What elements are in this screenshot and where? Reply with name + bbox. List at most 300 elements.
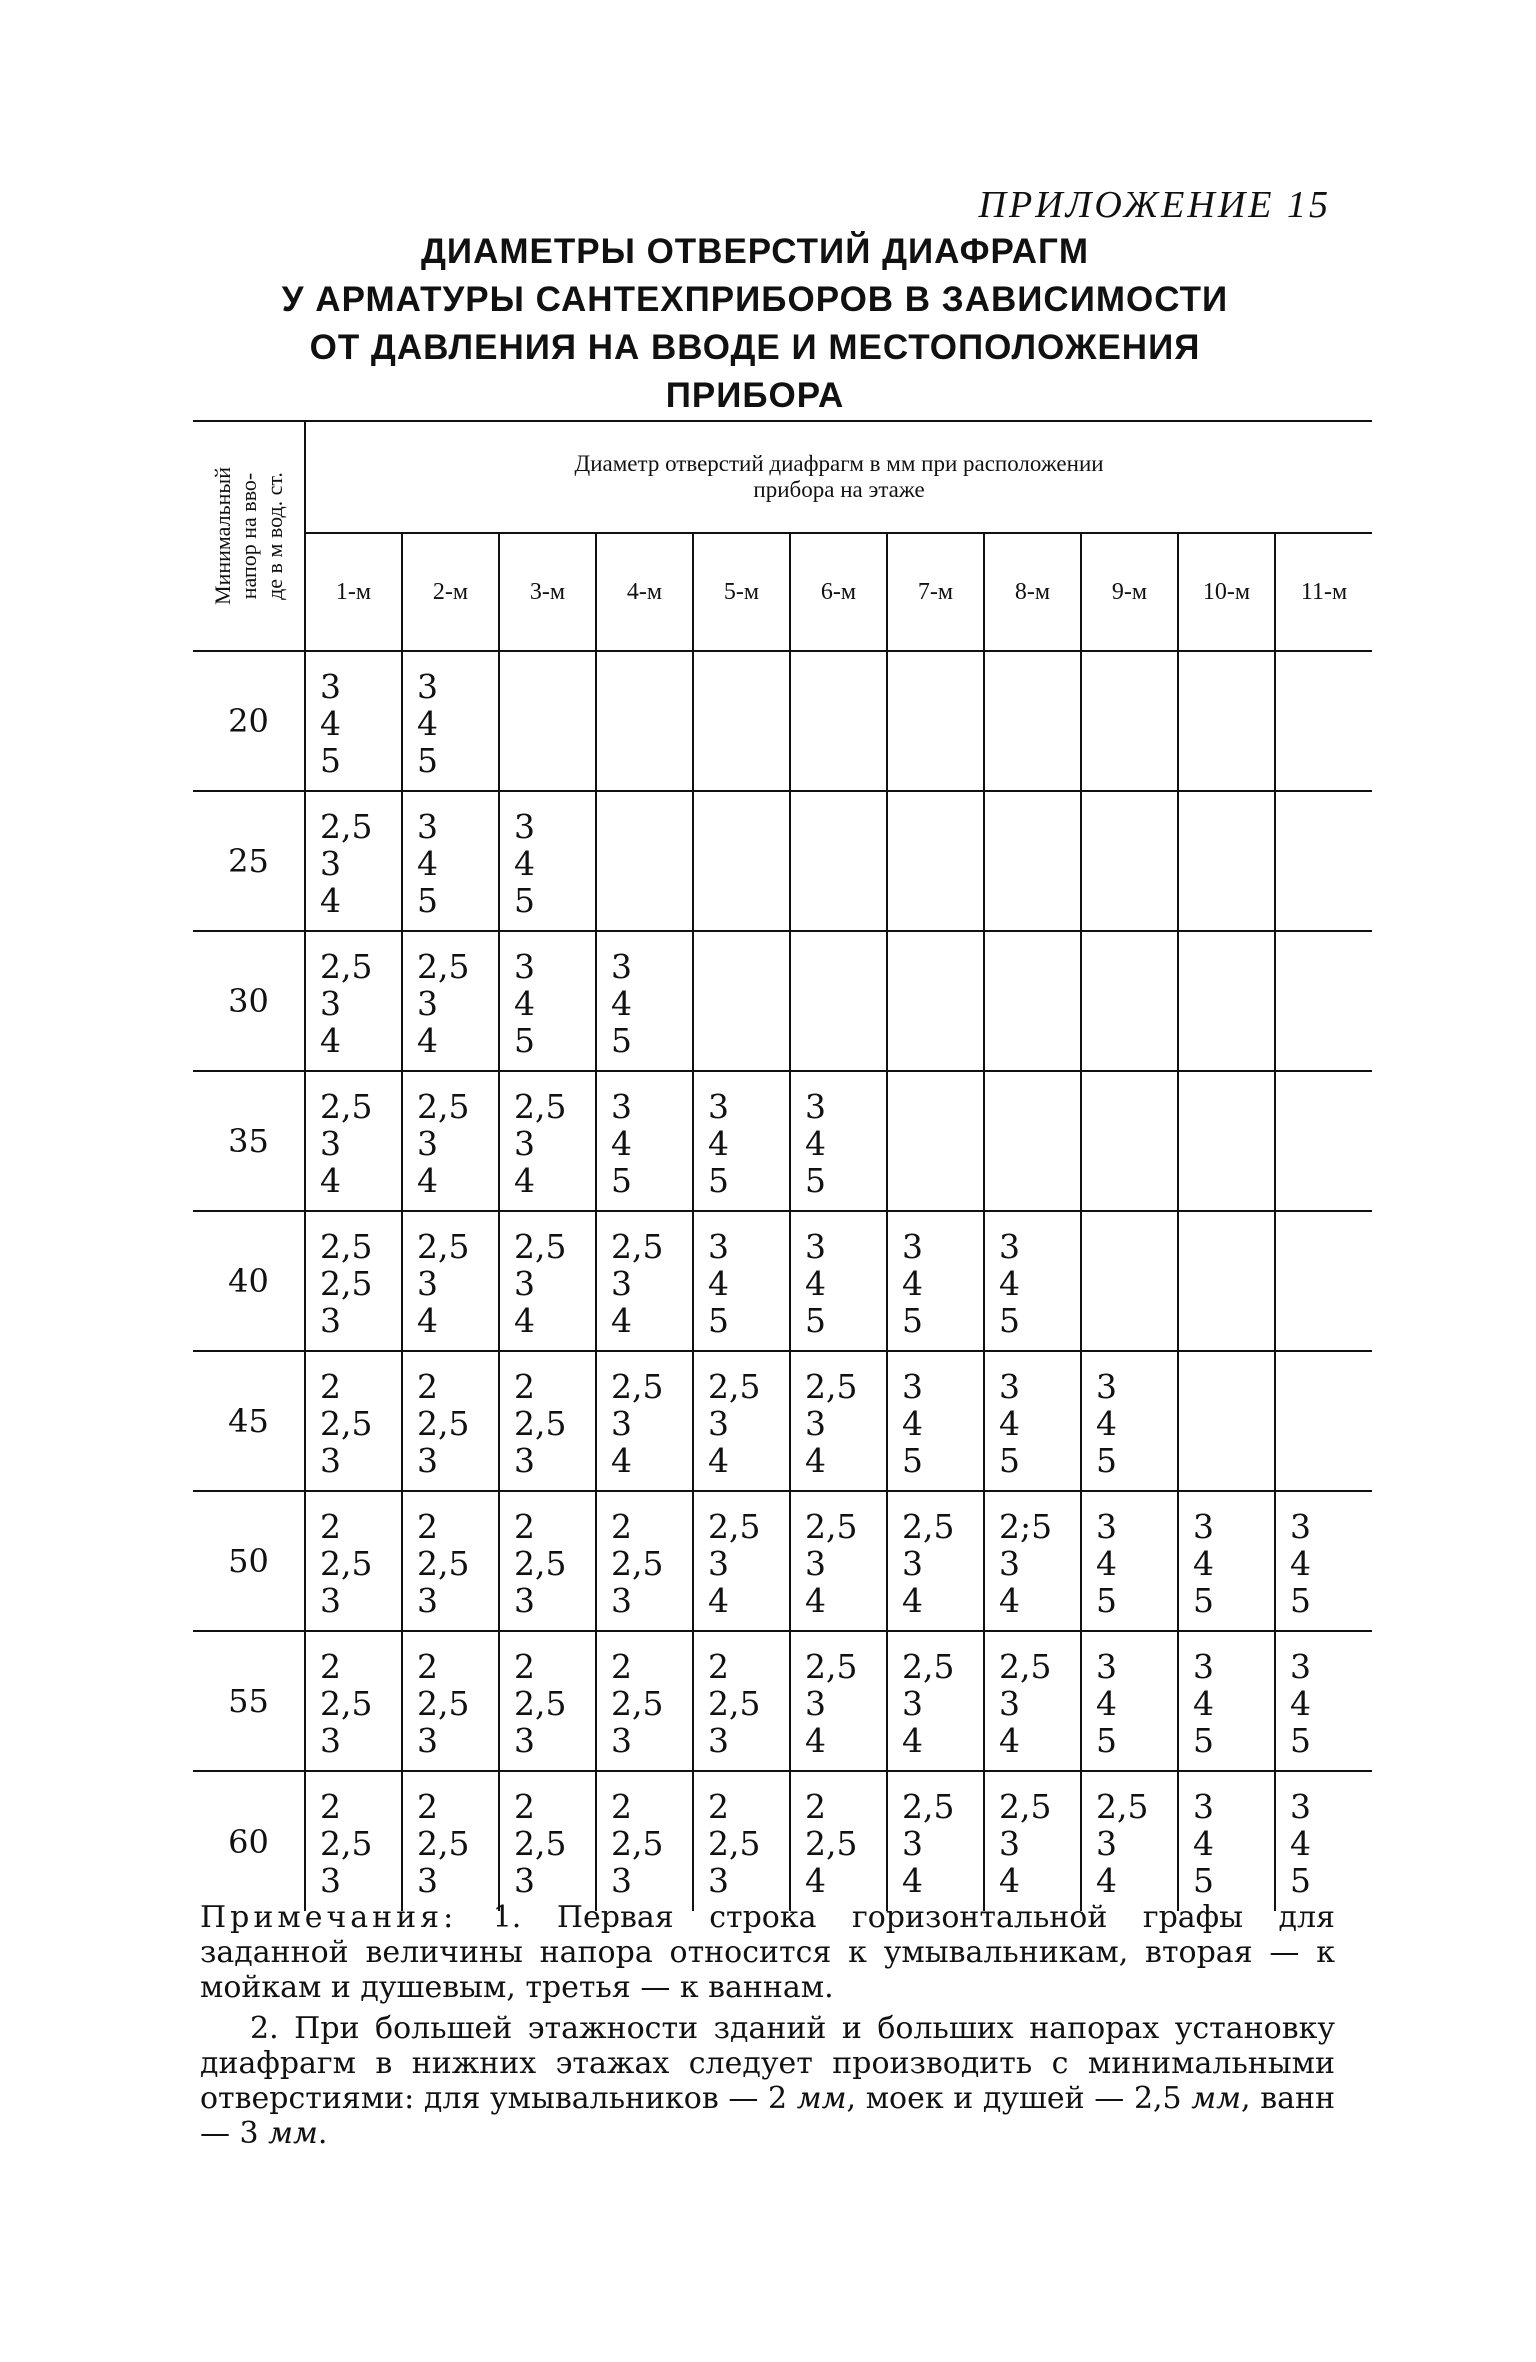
diameter-cell bbox=[1178, 1771, 1275, 1911]
diameter-value: 2,5 bbox=[805, 1507, 858, 1546]
diameter-cell bbox=[1275, 1211, 1372, 1351]
floor-header-row bbox=[193, 533, 1372, 651]
diameter-value: 5 bbox=[999, 1301, 1020, 1340]
diameter-value: 2,5 bbox=[514, 1824, 567, 1863]
diameter-value: 3 bbox=[902, 1824, 923, 1863]
diameter-value: 3 bbox=[514, 947, 535, 986]
floor-header-7: 7-м bbox=[887, 533, 984, 651]
diameter-value: 3 bbox=[999, 1367, 1020, 1406]
diameter-value: 3 bbox=[611, 947, 632, 986]
diameter-cell bbox=[402, 1071, 499, 1211]
diameter-value: 2 bbox=[320, 1647, 341, 1686]
diameter-value: 3 bbox=[611, 1264, 632, 1303]
diameter-value: 2,5 bbox=[708, 1507, 761, 1546]
diameter-value: 5 bbox=[1290, 1721, 1311, 1760]
diameter-value: 2;5 bbox=[999, 1507, 1053, 1546]
title-line: У АРМАТУРЫ САНТЕХПРИБОРОВ В ЗАВИСИМОСТИ bbox=[281, 280, 1229, 319]
diameter-value: 4 bbox=[1096, 1684, 1117, 1723]
diameter-cell bbox=[790, 1631, 887, 1771]
diameter-value: 3 bbox=[417, 984, 438, 1023]
diameter-value: 2 bbox=[611, 1787, 632, 1826]
diameter-value: 3 bbox=[902, 1684, 923, 1723]
diameter-cell bbox=[790, 1771, 887, 1911]
diameter-value: 3 bbox=[417, 1721, 438, 1760]
diameter-value: 3 bbox=[514, 1581, 535, 1620]
diameter-cell bbox=[499, 1351, 596, 1491]
diameter-value: 2 bbox=[320, 1367, 341, 1406]
diameter-value: 2,5 bbox=[417, 1684, 470, 1723]
pressure-value: 60 bbox=[193, 1771, 305, 1911]
diameter-cell bbox=[1178, 791, 1275, 931]
diameter-value: 3 bbox=[999, 1227, 1020, 1266]
diameter-value: 3 bbox=[805, 1544, 826, 1583]
pressure-column-header bbox=[193, 421, 305, 651]
diameter-cell bbox=[1178, 1631, 1275, 1771]
diameter-value: 3 bbox=[1096, 1367, 1117, 1406]
diameter-cell bbox=[596, 791, 693, 931]
diameter-value: 3 bbox=[1193, 1787, 1214, 1826]
diameter-value: 2,5 bbox=[417, 1404, 470, 1443]
diameter-value: 3 bbox=[902, 1367, 923, 1406]
diameter-cell bbox=[693, 1771, 790, 1911]
diameter-value: 2,5 bbox=[417, 947, 470, 986]
diameter-cell bbox=[984, 791, 1081, 931]
diameter-value: 4 bbox=[708, 1441, 729, 1480]
diameter-value: 2,5 bbox=[708, 1824, 761, 1863]
diameter-cell bbox=[1081, 1631, 1178, 1771]
diameter-value: 4 bbox=[805, 1124, 826, 1163]
diameter-cell bbox=[499, 791, 596, 931]
diameter-cell bbox=[1081, 651, 1178, 791]
corner-line: Минимальный bbox=[209, 467, 235, 605]
diameter-value: 3 bbox=[611, 1087, 632, 1126]
diameter-value: 4 bbox=[611, 1124, 632, 1163]
diameter-value: 4 bbox=[1290, 1824, 1311, 1863]
floor-header-5: 5-м bbox=[693, 533, 790, 651]
diameter-cell bbox=[790, 791, 887, 931]
table-row bbox=[193, 1631, 1372, 1771]
diameter-value: 2 bbox=[611, 1647, 632, 1686]
diameter-cell bbox=[1178, 1071, 1275, 1211]
diameter-value: 3 bbox=[514, 1861, 535, 1900]
floor-header-11: 11-м bbox=[1275, 533, 1372, 651]
diameter-value: 3 bbox=[320, 844, 341, 883]
diameter-value: 3 bbox=[1290, 1507, 1311, 1546]
diameter-cell bbox=[984, 1211, 1081, 1351]
diameter-cell bbox=[887, 1071, 984, 1211]
diameter-value: 2,5 bbox=[514, 1087, 567, 1126]
diameter-cell bbox=[402, 1491, 499, 1631]
diameter-cell bbox=[1081, 1211, 1178, 1351]
diameter-value: 3 bbox=[611, 1861, 632, 1900]
diameter-value: 2,5 bbox=[417, 1544, 470, 1583]
diameter-cell bbox=[1081, 1771, 1178, 1911]
corner-line: напор на вво- bbox=[235, 472, 261, 600]
diameter-value: 2,5 bbox=[320, 1404, 373, 1443]
diameter-cell bbox=[984, 1351, 1081, 1491]
diameter-cell bbox=[305, 931, 402, 1071]
note-2-text-a: 2. При большей этажности зданий и больших напорах установку диафрагм в нижних этажах следует производить с минимальными отверстиями: для умывальников — 2 bbox=[200, 2011, 1335, 2116]
diameter-value: 3 bbox=[320, 1721, 341, 1760]
diameter-value: 4 bbox=[611, 1301, 632, 1340]
diameter-value: 4 bbox=[611, 984, 632, 1023]
diameter-cell bbox=[693, 1071, 790, 1211]
diameter-value: 2 bbox=[514, 1647, 535, 1686]
diameter-value: 4 bbox=[999, 1404, 1020, 1443]
diameter-cell bbox=[790, 1491, 887, 1631]
note-2-end: . bbox=[317, 2116, 328, 2151]
diameter-value: 2 bbox=[417, 1787, 438, 1826]
diameter-value: 4 bbox=[320, 1021, 341, 1060]
diameter-value: 4 bbox=[902, 1264, 923, 1303]
pressure-value: 50 bbox=[193, 1491, 305, 1631]
table-row bbox=[193, 1211, 1372, 1351]
diameter-value: 3 bbox=[805, 1227, 826, 1266]
table-body bbox=[193, 651, 1372, 1911]
diameter-value: 3 bbox=[1193, 1647, 1214, 1686]
diameter-cell bbox=[596, 931, 693, 1071]
diameter-cell bbox=[693, 1491, 790, 1631]
table-row bbox=[193, 791, 1372, 931]
group-line: Диаметр отверстий диафрагм в мм при расположении bbox=[574, 451, 1104, 476]
diameter-value: 5 bbox=[1193, 1861, 1214, 1900]
diameter-cell bbox=[499, 1771, 596, 1911]
diameter-cell bbox=[402, 651, 499, 791]
diameter-value: 3 bbox=[999, 1824, 1020, 1863]
diameter-cell bbox=[790, 1211, 887, 1351]
diameter-cell bbox=[1178, 1211, 1275, 1351]
diameter-value: 4 bbox=[902, 1721, 923, 1760]
diameter-value: 3 bbox=[320, 1301, 341, 1340]
diameter-value: 3 bbox=[805, 1087, 826, 1126]
diameter-cell bbox=[887, 1491, 984, 1631]
diameter-value: 3 bbox=[708, 1861, 729, 1900]
diameter-value: 3 bbox=[805, 1684, 826, 1723]
diameter-cell bbox=[1081, 1491, 1178, 1631]
diameter-value: 3 bbox=[611, 1721, 632, 1760]
diameter-value: 3 bbox=[417, 1264, 438, 1303]
diameter-cell bbox=[499, 1071, 596, 1211]
diameter-cell bbox=[499, 1491, 596, 1631]
diameter-value: 2,5 bbox=[611, 1227, 664, 1266]
diameter-cell bbox=[402, 1771, 499, 1911]
diameter-value: 4 bbox=[999, 1581, 1020, 1620]
diameter-value: 2,5 bbox=[514, 1684, 567, 1723]
diameter-value: 2,5 bbox=[805, 1367, 858, 1406]
diameter-value: 2 bbox=[320, 1787, 341, 1826]
diameter-value: 3 bbox=[999, 1684, 1020, 1723]
diameter-value: 2,5 bbox=[999, 1787, 1052, 1826]
diameter-value: 3 bbox=[611, 1581, 632, 1620]
diameter-value: 3 bbox=[708, 1087, 729, 1126]
diameter-value: 3 bbox=[320, 984, 341, 1023]
table-row bbox=[193, 931, 1372, 1071]
pressure-value: 25 bbox=[193, 791, 305, 931]
floor-header-6: 6-м bbox=[790, 533, 887, 651]
diameter-value: 3 bbox=[805, 1404, 826, 1443]
diameter-value: 2,5 bbox=[611, 1824, 664, 1863]
note-2 bbox=[200, 2011, 1335, 2151]
table-row bbox=[193, 1071, 1372, 1211]
diameter-value: 3 bbox=[1290, 1787, 1311, 1826]
diameter-cell bbox=[1081, 1351, 1178, 1491]
diameter-value: 2 bbox=[417, 1507, 438, 1546]
diameter-value: 4 bbox=[902, 1404, 923, 1443]
diameter-value: 3 bbox=[417, 807, 438, 846]
diameter-value: 4 bbox=[902, 1861, 923, 1900]
diameter-value: 2,5 bbox=[999, 1647, 1052, 1686]
diameter-value: 4 bbox=[805, 1264, 826, 1303]
diameter-cell bbox=[887, 651, 984, 791]
diameter-value: 3 bbox=[611, 1404, 632, 1443]
diameter-cell bbox=[499, 1631, 596, 1771]
title-line: ПРИБОРА bbox=[665, 376, 845, 415]
diameter-value: 2,5 bbox=[902, 1647, 955, 1686]
diameter-value: 4 bbox=[902, 1581, 923, 1620]
diameter-value: 4 bbox=[417, 1021, 438, 1060]
diameter-cell bbox=[1178, 931, 1275, 1071]
diameter-value: 4 bbox=[514, 1301, 535, 1340]
table-row bbox=[193, 651, 1372, 791]
diameter-value: 2,5 bbox=[320, 1087, 373, 1126]
diameter-cell bbox=[402, 1211, 499, 1351]
diameter-value: 3 bbox=[1193, 1507, 1214, 1546]
unit-mm: мм bbox=[268, 2116, 318, 2151]
diameter-value: 3 bbox=[902, 1227, 923, 1266]
diameter-value: 4 bbox=[1193, 1824, 1214, 1863]
diameter-value: 4 bbox=[514, 984, 535, 1023]
diameter-value: 5 bbox=[514, 1021, 535, 1060]
diameter-value: 4 bbox=[1193, 1684, 1214, 1723]
diameter-cell bbox=[693, 1631, 790, 1771]
diameter-value: 4 bbox=[1096, 1544, 1117, 1583]
diameter-value: 5 bbox=[1193, 1581, 1214, 1620]
diameter-value: 4 bbox=[320, 881, 341, 920]
diameter-cell bbox=[596, 1211, 693, 1351]
diameter-value: 5 bbox=[320, 741, 341, 780]
diameter-cell bbox=[402, 1631, 499, 1771]
diameter-cell bbox=[499, 931, 596, 1071]
diameter-value: 2,5 bbox=[514, 1404, 567, 1443]
diameter-cell bbox=[887, 1211, 984, 1351]
diameter-value: 4 bbox=[417, 1161, 438, 1200]
diameter-value: 2 bbox=[708, 1647, 729, 1686]
diameter-value: 3 bbox=[514, 1721, 535, 1760]
diameter-value: 2,5 bbox=[805, 1824, 858, 1863]
diameter-value: 4 bbox=[708, 1581, 729, 1620]
corner-line: де в м вод. ст. bbox=[261, 472, 287, 600]
diameter-value: 4 bbox=[708, 1124, 729, 1163]
diameter-value: 2,5 bbox=[320, 1544, 373, 1583]
diameter-cell bbox=[596, 1631, 693, 1771]
floor-header-9: 9-м bbox=[1081, 533, 1178, 651]
diameter-value: 4 bbox=[514, 1161, 535, 1200]
diameter-value: 3 bbox=[320, 667, 341, 706]
diameter-value: 2 bbox=[320, 1507, 341, 1546]
diameter-cell bbox=[984, 931, 1081, 1071]
diameter-value: 2,5 bbox=[417, 1087, 470, 1126]
diameter-group-header bbox=[305, 421, 1372, 533]
diameter-value: 2,5 bbox=[320, 1684, 373, 1723]
floor-header-1: 1-м bbox=[305, 533, 402, 651]
diameter-cell bbox=[499, 651, 596, 791]
diameter-value: 2,5 bbox=[320, 807, 373, 846]
table-row bbox=[193, 1491, 1372, 1631]
diameter-cell bbox=[790, 1071, 887, 1211]
notes-label: Примечания: bbox=[200, 1900, 458, 1935]
diameter-value: 5 bbox=[1096, 1581, 1117, 1620]
diameter-cell bbox=[1081, 791, 1178, 931]
diameter-value: 3 bbox=[514, 807, 535, 846]
diameter-value: 2,5 bbox=[611, 1367, 664, 1406]
diameter-cell bbox=[1178, 1351, 1275, 1491]
diameter-value: 2,5 bbox=[417, 1824, 470, 1863]
diameter-cell bbox=[693, 1351, 790, 1491]
diameter-value: 4 bbox=[805, 1581, 826, 1620]
diameter-value: 5 bbox=[708, 1301, 729, 1340]
diameter-cell bbox=[984, 1491, 1081, 1631]
diameter-cell bbox=[596, 1491, 693, 1631]
diameter-value: 4 bbox=[999, 1264, 1020, 1303]
table-row bbox=[193, 1351, 1372, 1491]
note-1 bbox=[200, 1900, 1335, 2005]
floor-header-8: 8-м bbox=[984, 533, 1081, 651]
pressure-value: 30 bbox=[193, 931, 305, 1071]
diameter-value: 4 bbox=[320, 704, 341, 743]
diameter-cell bbox=[693, 931, 790, 1071]
diameter-value: 2,5 bbox=[320, 947, 373, 986]
note-1-text: 1. Первая строка горизонтальной графы для заданной величины напора относится к умывальникам, вторая — к мойкам и душевым, третья — к ваннам. bbox=[200, 1900, 1335, 2005]
diameter-cell bbox=[596, 1771, 693, 1911]
diameter-value: 3 bbox=[1290, 1647, 1311, 1686]
diameter-value: 3 bbox=[417, 1861, 438, 1900]
diameter-cell bbox=[305, 791, 402, 931]
diameter-value: 3 bbox=[708, 1721, 729, 1760]
diameter-value: 5 bbox=[611, 1161, 632, 1200]
diameter-value: 4 bbox=[805, 1721, 826, 1760]
diameter-value: 4 bbox=[1193, 1544, 1214, 1583]
diameter-cell bbox=[693, 791, 790, 931]
diameter-cell bbox=[790, 1351, 887, 1491]
diameter-cell bbox=[305, 651, 402, 791]
diameter-value: 5 bbox=[708, 1161, 729, 1200]
diameter-value: 3 bbox=[708, 1544, 729, 1583]
unit-mm: мм bbox=[796, 2081, 847, 2116]
diameter-value: 3 bbox=[417, 1441, 438, 1480]
diameter-value: 3 bbox=[514, 1264, 535, 1303]
diameter-cell bbox=[305, 1631, 402, 1771]
diameter-value: 4 bbox=[514, 844, 535, 883]
diameter-cell bbox=[887, 931, 984, 1071]
pressure-value: 35 bbox=[193, 1071, 305, 1211]
diameter-value: 4 bbox=[1096, 1404, 1117, 1443]
diameter-value: 5 bbox=[1096, 1721, 1117, 1760]
pressure-value: 45 bbox=[193, 1351, 305, 1491]
diameter-value: 2,5 bbox=[320, 1227, 373, 1266]
diameter-value: 4 bbox=[805, 1441, 826, 1480]
diameter-value: 5 bbox=[902, 1301, 923, 1340]
diameter-value: 5 bbox=[805, 1301, 826, 1340]
diameter-cell bbox=[984, 1631, 1081, 1771]
diameter-value: 4 bbox=[417, 704, 438, 743]
diameter-cell bbox=[790, 651, 887, 791]
diameter-value: 4 bbox=[1290, 1684, 1311, 1723]
notes bbox=[200, 1900, 1335, 2151]
title-line: ДИАМЕТРЫ ОТВЕРСТИЙ ДИАФРАГМ bbox=[420, 232, 1089, 271]
diameter-cell bbox=[984, 1771, 1081, 1911]
diameter-cell bbox=[790, 931, 887, 1071]
diameter-value: 2,5 bbox=[611, 1684, 664, 1723]
diameter-value: 2 bbox=[708, 1787, 729, 1826]
diameter-cell bbox=[1275, 1491, 1372, 1631]
note-2-text-b: , моек и душей — 2,5 bbox=[846, 2081, 1192, 2116]
diameter-value: 4 bbox=[417, 1301, 438, 1340]
diaphragm-table bbox=[193, 420, 1372, 1911]
diameter-cell bbox=[887, 1351, 984, 1491]
diameter-value: 2,5 bbox=[611, 1544, 664, 1583]
diameter-cell bbox=[1275, 1351, 1372, 1491]
diameter-cell bbox=[984, 1071, 1081, 1211]
diameter-value: 2,5 bbox=[417, 1227, 470, 1266]
diameter-value: 4 bbox=[999, 1861, 1020, 1900]
diameter-value: 3 bbox=[320, 1581, 341, 1620]
diameter-value: 2,5 bbox=[320, 1264, 373, 1303]
pressure-value: 40 bbox=[193, 1211, 305, 1351]
diameter-value: 2 bbox=[514, 1507, 535, 1546]
diameter-value: 2,5 bbox=[514, 1544, 567, 1583]
diameter-value: 3 bbox=[320, 1124, 341, 1163]
diameter-cell bbox=[693, 651, 790, 791]
diameter-value: 3 bbox=[417, 667, 438, 706]
diameter-value: 5 bbox=[1290, 1581, 1311, 1620]
pressure-value: 55 bbox=[193, 1631, 305, 1771]
diameter-value: 4 bbox=[999, 1721, 1020, 1760]
diameter-cell bbox=[402, 931, 499, 1071]
diameter-cell bbox=[1178, 1491, 1275, 1631]
diameter-value: 3 bbox=[320, 1861, 341, 1900]
diameter-value: 2,5 bbox=[320, 1824, 373, 1863]
title-line: ОТ ДАВЛЕНИЯ НА ВВОДЕ И МЕСТОПОЛОЖЕНИЯ bbox=[309, 328, 1201, 367]
table-row bbox=[193, 1771, 1372, 1911]
diameter-cell bbox=[1081, 1071, 1178, 1211]
diameter-value: 3 bbox=[320, 1441, 341, 1480]
diameter-value: 4 bbox=[805, 1861, 826, 1900]
diameter-cell bbox=[1275, 1631, 1372, 1771]
diameter-value: 4 bbox=[1096, 1861, 1117, 1900]
diameter-cell bbox=[305, 1211, 402, 1351]
diameter-value: 4 bbox=[1290, 1544, 1311, 1583]
diameter-value: 2,5 bbox=[805, 1647, 858, 1686]
diameter-value: 2,5 bbox=[708, 1684, 761, 1723]
group-line: прибора на этаже bbox=[753, 477, 925, 502]
diameter-cell bbox=[1275, 1771, 1372, 1911]
appendix-label: ПРИЛОЖЕНИЕ 15 bbox=[978, 184, 1331, 226]
diameter-value: 5 bbox=[514, 881, 535, 920]
diameter-value: 2 bbox=[417, 1647, 438, 1686]
floor-header-3: 3-м bbox=[499, 533, 596, 651]
diameter-value: 3 bbox=[708, 1227, 729, 1266]
diameter-value: 5 bbox=[1193, 1721, 1214, 1760]
diameter-cell bbox=[1178, 651, 1275, 791]
diameter-value: 2,5 bbox=[708, 1367, 761, 1406]
diameter-value: 3 bbox=[417, 1581, 438, 1620]
diameter-cell bbox=[693, 1211, 790, 1351]
diameter-cell bbox=[402, 791, 499, 931]
floor-header-2: 2-м bbox=[402, 533, 499, 651]
diameter-value: 4 bbox=[611, 1441, 632, 1480]
diameter-cell bbox=[984, 651, 1081, 791]
diameter-value: 5 bbox=[999, 1441, 1020, 1480]
